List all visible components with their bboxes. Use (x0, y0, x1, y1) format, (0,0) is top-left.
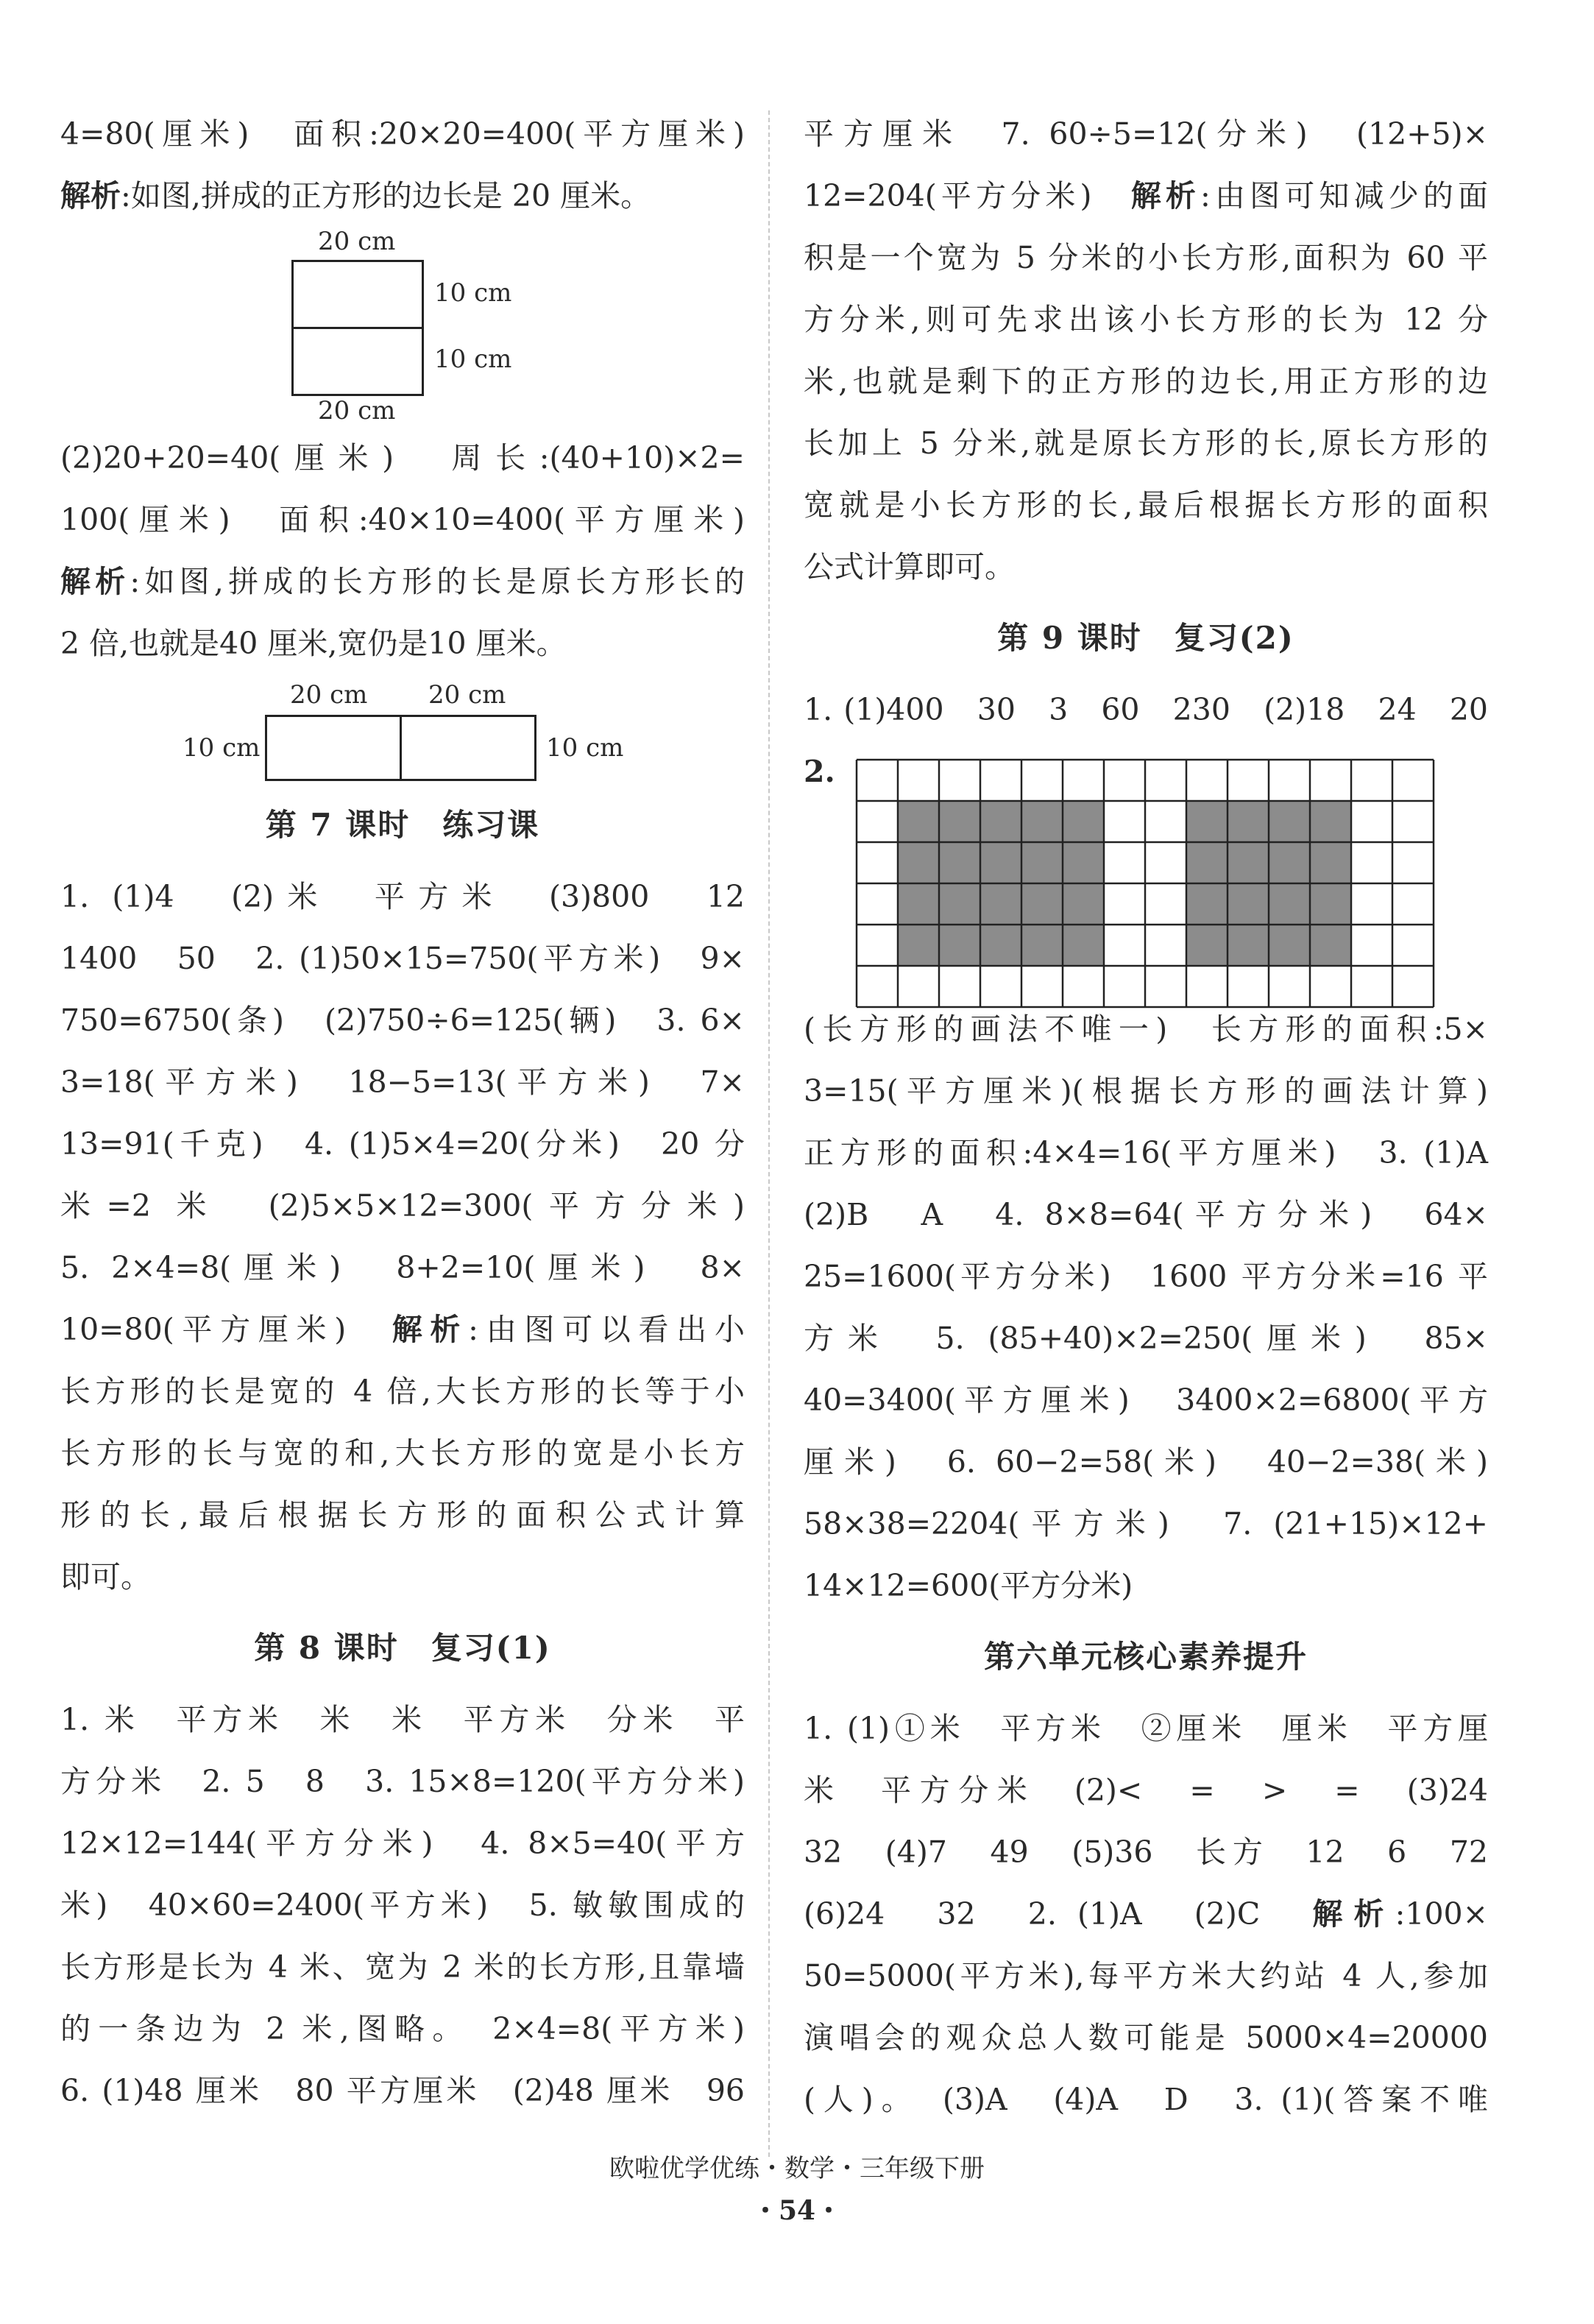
section-heading: 第六单元核心素养提升 (983, 1639, 1308, 1675)
footer-title: 欧啦优学优练・数学・三年级下册 (609, 2154, 985, 2183)
text-line: 2 倍,也就是40 厘米,宽仍是10 厘米。 (60, 626, 567, 661)
text-line: 长方形的长是宽的 4 倍,大长方形的长等于小 (60, 1374, 745, 1409)
text-line: 长方形的长与宽的和,大长方形的宽是小长方 (60, 1435, 745, 1471)
text-line: 1. (1)400 30 3 60 230 (2)18 24 20 (804, 692, 1488, 727)
text-line: 10=80(平方厘米) 解析:由图可以看出小 (60, 1312, 745, 1347)
text-line: 50=5000(平方米),每平方米大约站 4 人,参加 (804, 1958, 1488, 1993)
dim-label: 20 cm (318, 396, 396, 425)
square-figure (60, 227, 745, 381)
left-column (60, 103, 745, 2122)
text-line: 6. (1)48 厘米 80 平方厘米 (2)48 厘米 96 (60, 2073, 745, 2108)
square-figure-bottom (60, 381, 745, 427)
dim-label: 10 cm (546, 733, 624, 763)
upper-rectangle (291, 260, 424, 329)
text-line: 积是一个宽为 5 分米的小长方形,面积为 60 平 (804, 240, 1488, 275)
dim-label: 20 cm (290, 680, 368, 710)
text-line: 解析:如图,拼成的长方形的长是原长方形长的 (60, 564, 745, 599)
grid-figure (804, 741, 1488, 998)
text-line: 100(厘米) 面积:40×10=400(平方厘米) (60, 502, 745, 537)
text-line: 1400 50 2. (1)50×15=750(平方米) 9× (60, 941, 745, 976)
text-line: 4=80(厘米) 面积:20×20=400(平方厘米) (60, 116, 745, 152)
text-line: 1. 米 平方米 米 米 平方米 分米 平 (60, 1702, 745, 1737)
rectangle-figure (60, 674, 745, 785)
text-line: 25=1600(平方分米) 1600 平方分米=16 平 (804, 1259, 1488, 1294)
text-line: 32 (4)7 49 (5)36 长方 12 6 72 (804, 1834, 1488, 1870)
text-line: 的一条边为 2 米,图略。 2×4=8(平方米) (60, 2011, 745, 2046)
text-line: 平方厘米 7. 60÷5=12(分米) (12+5)× (804, 116, 1488, 152)
column-divider (768, 110, 770, 2157)
text-line: 12×12=144(平方分米) 4. 8×5=40(平方 (60, 1826, 745, 1861)
text-line: (长方形的画法不唯一) 长方形的面积:5× (804, 1011, 1488, 1047)
text-line: 米) 40×60=2400(平方米) 5. 敏敏围成的 (60, 1887, 745, 1923)
section-heading: 第 7 课时 练习课 (265, 807, 540, 843)
text-line: 公式计算即可。 (804, 549, 1015, 584)
dim-label: 10 cm (434, 278, 512, 308)
text-line: 米 平方分米 (2)< = > = (3)24 (804, 1773, 1488, 1808)
text-line: 形的长,最后根据长方形的面积公式计算 (60, 1497, 745, 1533)
text-line: (6)24 32 2. (1)A (2)C 解析:100× (804, 1896, 1488, 1932)
text-line: 正方形的面积:4×4=16(平方厘米) 3. (1)A (804, 1135, 1488, 1170)
text-line: (2)B A 4. 8×8=64(平方分米) 64× (804, 1197, 1488, 1232)
right-rectangle (400, 715, 536, 781)
text-line: 方分米,则可先求出该小长方形的长为 12 分 (804, 302, 1488, 337)
text-line: 厘米) 6. 60−2=58(米) 40−2=38(米) (804, 1444, 1488, 1480)
right-column (804, 103, 1488, 2130)
text-line: 3=18(平方米) 18−5=13(平方米) 7× (60, 1064, 745, 1100)
analysis-label: 解析 (392, 1312, 469, 1347)
analysis-label: 解析 (1130, 178, 1201, 213)
analysis-label: 解析 (60, 178, 121, 213)
text-line: 长方形是长为 4 米、宽为 2 米的长方形,且靠墙 (60, 1949, 745, 1985)
text-line: 解析:如图,拼成的正方形的边长是 20 厘米。 (60, 178, 651, 213)
text-line: 1. (1)4 (2)米 平方米 (3)800 12 (60, 879, 745, 914)
text-line: 1. (1)①米 平方米 ②厘米 厘米 平方厘 (804, 1711, 1488, 1746)
text-line: 40=3400(平方厘米) 3400×2=6800(平方 (804, 1382, 1488, 1418)
text-line: 12=204(平方分米) 解析:由图可知减少的面 (804, 178, 1488, 213)
text-line: 即可。 (60, 1559, 151, 1594)
analysis-label: 解析 (1312, 1896, 1395, 1932)
text-line: 13=91(千克) 4. (1)5×4=20(分米) 20 分 (60, 1126, 745, 1162)
text-line: 长加上 5 分米,就是原长方形的长,原长方形的 (804, 425, 1488, 461)
dim-label: 10 cm (183, 733, 261, 763)
page-number: ・54・ (751, 2195, 843, 2226)
text-line: 方分米 2. 5 8 3. 15×8=120(平方分米) (60, 1764, 745, 1799)
dim-label: 20 cm (428, 680, 506, 710)
text-line: 5. 2×4=8(厘米) 8+2=10(厘米) 8× (60, 1250, 745, 1285)
text-line: 750=6750(条) (2)750÷6=125(辆) 3. 6× (60, 1003, 745, 1038)
dim-label: 10 cm (434, 345, 512, 374)
section-heading: 第 9 课时 复习(2) (997, 620, 1294, 656)
text-line: 宽就是小长方形的长,最后根据长方形的面积 (804, 487, 1488, 523)
text-line: 演唱会的观众总人数可能是 5000×4=20000 (804, 2020, 1488, 2055)
left-rectangle (265, 715, 402, 781)
analysis-label: 解析 (60, 564, 130, 599)
text-line: 米,也就是剩下的正方形的边长,用正方形的边 (804, 364, 1488, 399)
question-number: 2. (804, 754, 835, 789)
text-line: 3=15(平方厘米)(根据长方形的画法计算) (804, 1073, 1488, 1109)
text-line: (人)。 (3)A (4)A D 3. (1)(答案不唯 (804, 2082, 1488, 2117)
text-line: 14×12=600(平方分米) (804, 1568, 1133, 1603)
square-grid (855, 758, 1476, 1009)
dim-label: 20 cm (318, 227, 396, 256)
text-line: (2)20+20=40(厘米) 周长:(40+10)×2= (60, 440, 745, 476)
section-heading: 第 8 课时 复习(1) (254, 1630, 551, 1666)
text-line: 58×38=2204(平方米) 7. (21+15)×12+ (804, 1506, 1488, 1541)
text-line: 米=2 米 (2)5×5×12=300(平方分米) (60, 1188, 745, 1223)
text-line: 方米 5. (85+40)×2=250(厘米) 85× (804, 1321, 1488, 1356)
